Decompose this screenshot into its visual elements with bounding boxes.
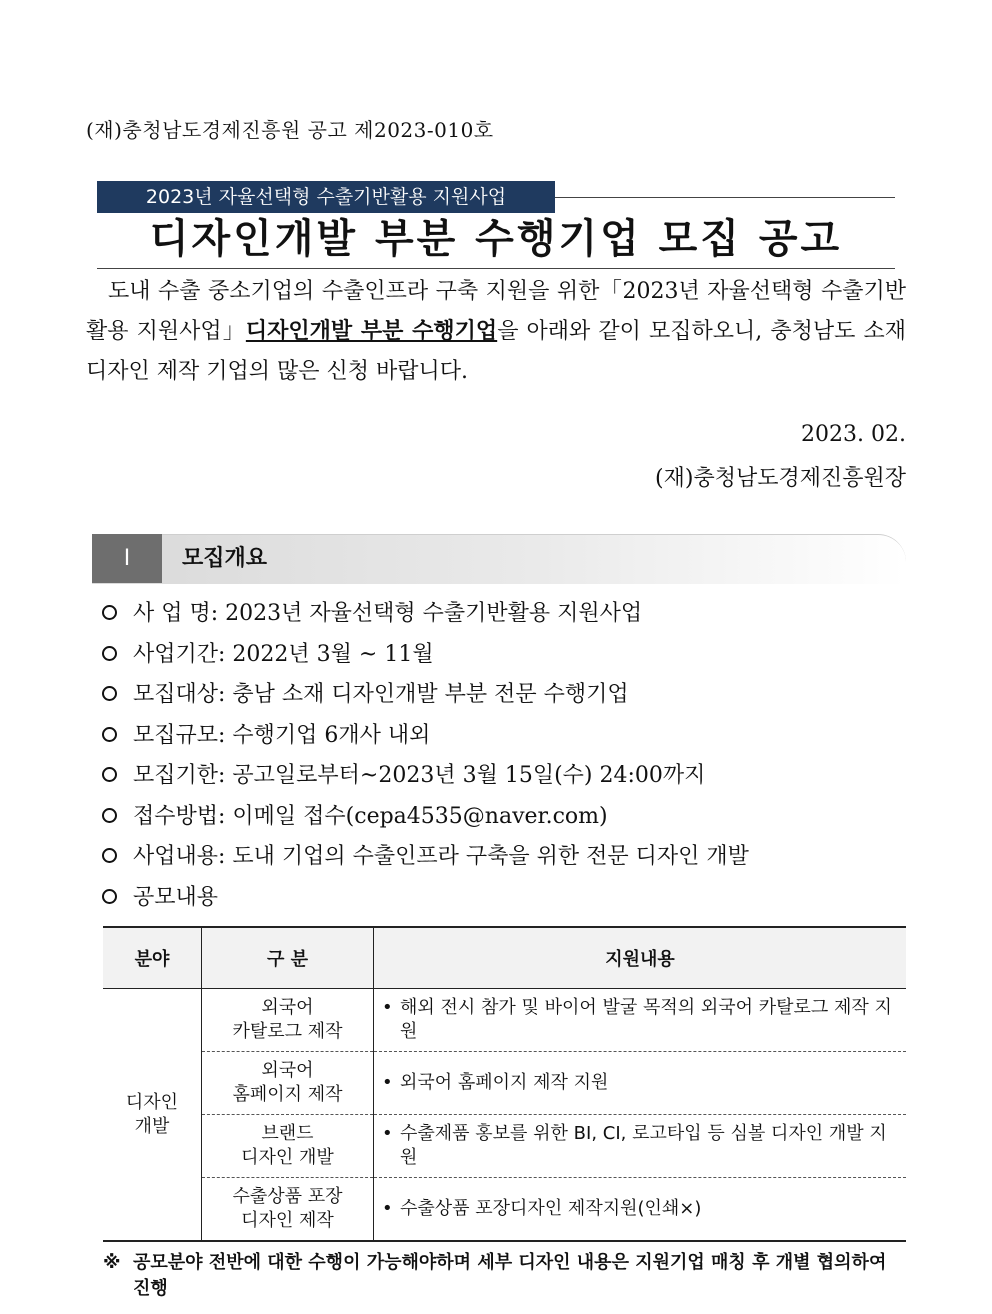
footnote-text: 공모분야 전반에 대한 수행이 가능해야하며 세부 디자인 내용은 지원기업 매칭 후 개별 협의하여 진행 — [133, 1252, 887, 1299]
table-row — [103, 1115, 906, 1178]
dot-bullet-icon: • — [382, 997, 393, 1018]
circle-bullet-icon — [102, 727, 117, 742]
item-label: 접수방법 — [133, 803, 219, 829]
description-cell — [374, 1178, 907, 1242]
title-rule — [97, 268, 895, 269]
item-label: 사업기간 — [133, 641, 219, 667]
category-cell — [202, 1052, 374, 1115]
notice-number: (재)충청남도경제진흥원 공고 제2023-010호 — [86, 118, 494, 142]
list-item — [98, 878, 918, 919]
circle-bullet-icon — [102, 646, 117, 661]
item-value: 충남 소재 디자인개발 부분 전문 수행기업 — [232, 682, 629, 707]
intro-paragraph — [86, 272, 906, 392]
dot-bullet-icon: • — [382, 1072, 393, 1093]
description-text: 외국어 홈페이지 제작 지원 — [400, 1072, 609, 1093]
category-line2: 디자인 제작 — [241, 1210, 334, 1231]
description-cell — [374, 1052, 907, 1115]
category-cell — [202, 1178, 374, 1242]
program-subtitle: 2023년 자율선택형 수출기반활용 지원사업 — [97, 181, 555, 213]
category-line1: 수출상품 포장 — [232, 1186, 343, 1207]
subtitle-rule — [555, 197, 895, 198]
header-category: 구 분 — [202, 927, 374, 989]
circle-bullet-icon — [102, 686, 117, 701]
item-label: 모집규모 — [133, 722, 219, 748]
category-cell — [202, 989, 374, 1052]
category-line1: 외국어 — [261, 1060, 314, 1081]
list-item: 모집규모: 수행기업 6개사 내외 — [98, 716, 918, 757]
item-label: 공모내용 — [133, 884, 219, 910]
page-title: 디자인개발 부분 수행기업 모집 공고 — [149, 216, 843, 262]
item-label: 모집대상 — [133, 682, 219, 707]
category-line2: 홈페이지 제작 — [232, 1084, 343, 1105]
dot-bullet-icon: • — [382, 1198, 393, 1219]
category-line1: 브랜드 — [261, 1123, 314, 1144]
description-cell — [374, 989, 907, 1052]
item-value: 이메일 접수(cepa4535@naver.com) — [232, 803, 608, 829]
header-field: 분야 — [103, 927, 202, 989]
item-value: 도내 기업의 수출인프라 구축을 위한 전문 디자인 개발 — [232, 844, 749, 869]
circle-bullet-icon — [102, 605, 117, 620]
field-line2: 개발 — [134, 1115, 170, 1137]
overview-list — [98, 594, 918, 918]
section-title: 모집개요 — [182, 546, 268, 571]
list-item: 모집대상: 충남 소재 디자인개발 부분 전문 수행기업 — [98, 675, 918, 716]
intro-text-1: 도내 수출 중소기업의 수출인프라 구축 지원을 위한「2023년 자율선택형 수출기반활용 지원사업」 — [86, 279, 906, 344]
item-value: 2023년 자율선택형 수출기반활용 지원사업 — [225, 601, 643, 626]
support-table — [103, 926, 906, 1242]
section-number: Ⅰ — [92, 534, 162, 583]
table-row — [103, 989, 906, 1052]
item-value: 수행기업 6개사 내외 — [232, 722, 431, 748]
dot-bullet-icon: • — [382, 1123, 393, 1144]
list-item: 모집기한: 공고일로부터~2023년 3월 15일(수) 24:00까지 — [98, 756, 918, 797]
note-mark: ※ — [103, 1252, 121, 1273]
category-line1: 외국어 — [261, 997, 314, 1018]
footnote — [103, 1250, 906, 1302]
circle-bullet-icon — [102, 848, 117, 863]
description-text: 해외 전시 참가 및 바이어 발굴 목적의 외국어 카탈로그 제작 지원 — [400, 997, 892, 1042]
item-value: 2022년 3월 ~ 11월 — [232, 641, 434, 667]
category-line2: 카탈로그 제작 — [232, 1021, 343, 1042]
list-item: 사업기간: 2022년 3월 ~ 11월 — [98, 635, 918, 676]
description-text: 수출상품 포장디자인 제작지원(인쇄×) — [400, 1198, 702, 1219]
description-text: 수출제품 홍보를 위한 BI, CI, 로고타입 등 심볼 디자인 개발 지원 — [400, 1123, 887, 1168]
intro-text-2: 을 아래와 같이 모집하오니, 충청남도 소재 디자인 제작 기업의 많은 신청 바랍니다. — [86, 319, 907, 384]
intro-highlight: 디자인개발 부분 수행기업 — [245, 319, 498, 344]
table-row — [103, 1052, 906, 1115]
category-cell — [202, 1115, 374, 1178]
category-line2: 디자인 개발 — [241, 1147, 334, 1168]
item-label: 사 업 명 — [133, 601, 211, 626]
circle-bullet-icon — [102, 889, 117, 904]
list-item: 사업내용: 도내 기업의 수출인프라 구축을 위한 전문 디자인 개발 — [98, 837, 918, 878]
item-label: 모집기한 — [133, 763, 219, 788]
issuer-name: (재)충청남도경제진흥원장 — [655, 466, 906, 491]
field-cell — [103, 989, 202, 1242]
field-line1: 디자인 — [125, 1091, 179, 1113]
item-label: 사업내용 — [133, 844, 219, 869]
item-value: 공고일로부터~2023년 3월 15일(수) 24:00까지 — [232, 763, 706, 788]
description-cell — [374, 1115, 907, 1178]
notice-date: 2023. 02. — [801, 422, 906, 447]
table-row — [103, 1178, 906, 1242]
header-support: 지원내용 — [374, 927, 907, 989]
list-item: 접수방법: 이메일 접수(cepa4535@naver.com) — [98, 797, 918, 838]
list-item: 사 업 명: 2023년 자율선택형 수출기반활용 지원사업 — [98, 594, 918, 635]
circle-bullet-icon — [102, 767, 117, 782]
circle-bullet-icon — [102, 808, 117, 823]
